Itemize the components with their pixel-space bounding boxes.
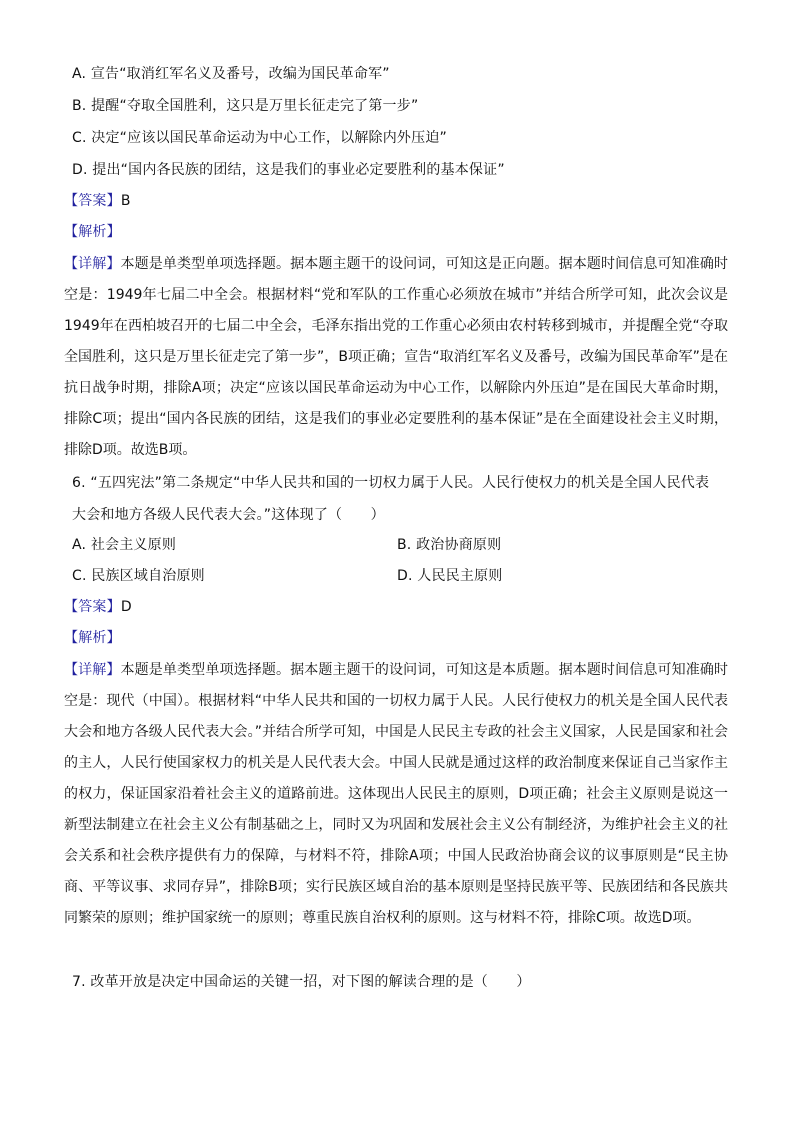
q6-analysis-label [64,628,121,648]
analysis-label: 【解析】 [64,630,121,646]
q6-answer [64,597,132,617]
q6-option-a: A. 社会主义原则 [72,537,177,553]
answer-label: 【答案】 [64,193,121,209]
q5-option-b: B. 提醒“夺取全国胜利，这只是万里长征走完了第一步” [72,98,419,114]
q5-option-c: C. 决定“应该以国民革命运动为中心工作，以解除内外压迫” [72,130,447,146]
q5-analysis-label [64,222,121,242]
detail-label: 【详解】 [64,662,121,678]
answer-label: 【答案】 [64,599,121,615]
q6-stem-line1: 6. “五四宪法”第二条规定“中华人民共和国的一切权力属于人民。人民行使权力的机关是全国人民代表 [72,475,710,491]
q6-stem-line2: 大会和地方各级人民代表大会。”这体现了（ ） [72,507,385,523]
q6-option-d: D. 人民民主原则 [397,568,503,584]
analysis-label: 【解析】 [64,224,121,240]
detail-label: 【详解】 [64,256,121,272]
q5-answer [64,191,131,211]
q6-option-c: C. 民族区域自治原则 [72,568,205,584]
q6-option-b: B. 政治协商原则 [397,537,502,553]
answer-value: D [120,599,132,615]
q7-stem: 7. 改革开放是决定中国命运的关键一招，对下图的解读合理的是（ ） [72,974,531,990]
q5-option-a: A. 宣告“取消红军名义及番号，改编为国民革命军” [72,66,390,82]
detail-text: 本题是单类型单项选择题。据本题主题干的设问词，可知这是正向题。据本题时间信息可知准确时空是：1949年七届二中全会。根据材料“党和军队的工作重心必须放在城市”并结合所学可知，此次会议是1949年在西柏坡召开的七届二中全会，毛泽东指出党的工作重心必须由农村转移到城市，并提醒全党“夺取全国胜利，这只是万里长征走完了第一步”，B项正确；宣告“取消红军名义及番号，改编为国民革命军”是在抗日战争时期，排除A项；决定“应该以国民革命运动为中心工作，以解除内外压迫”是在国民大革命时期，排除C项；提出“国内各民族的团结，这是我们的事业必定要胜利的基本保证”是在全面建设社会主义时期，排除D项。故选B项。 [64,256,729,458]
q5-detail [64,249,728,466]
q6-detail [64,655,728,934]
answer-value: B [120,193,131,209]
q5-option-d: D. 提出“国内各民族的团结，这是我们的事业必定要胜利的基本保证” [72,162,505,178]
detail-text: 本题是单类型单项选择题。据本题主题干的设问词，可知这是本质题。据本题时间信息可知准确时空是：现代（中国）。根据材料“中华人民共和国的一切权力属于人民。人民行使权力的机关是全国人民代表大会和地方各级人民代表大会。”并结合所学可知，中国是人民民主专政的社会主义国家，人民是国家和社会的主人，人民行使国家权力的机关是人民代表大会。中国人民就是通过这样的政治制度来保证自己当家作主的权力，保证国家沿着社会主义的道路前进。这体现出人民民主的原则，D项正确；社会主义原则是说这一新型法制建立在社会主义公有制基础之上，同时又为巩固和发展社会主义公有制经济，为维护社会主义的社会关系和社会秩序提供有力的保障，与材料不符，排除A项；中国人民政治协商会议的议事原则是“民主协商、平等议事、求同存异”，排除B项；实行民族区域自治的基本原则是坚持民族平等、民族团结和各民族共同繁荣的原则；维护国家统一的原则；尊重民族自治权利的原则。这与材料不符，排除C项。故选D项。 [64,662,729,926]
